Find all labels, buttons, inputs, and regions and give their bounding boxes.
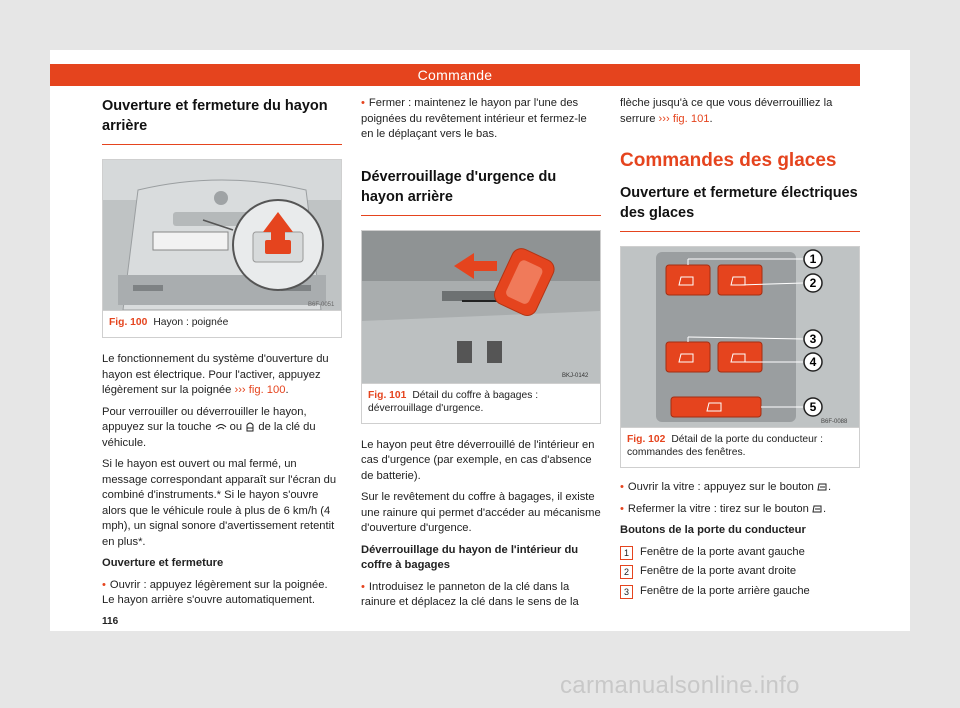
callout-3: 3: [809, 332, 817, 346]
list-item: 1 Fenêtre de la porte avant gauche: [620, 545, 860, 561]
page-number: 116: [102, 616, 119, 627]
callout-1: 1: [809, 252, 817, 266]
bullet-item: • Refermer la vitre : tirez sur le bouton .: [620, 502, 860, 518]
figure-link[interactable]: ››› fig. 101: [658, 112, 710, 125]
figure-code: B6F-0088: [821, 419, 848, 425]
figure-caption-text: Détail du coffre à bagages : déverrouillage d'urgence.: [368, 389, 539, 414]
paragraph: Sur le revêtement du coffre à bagages, il existe une rainure qui permet d'accéder au mécanisme d'ouverture d'urgence.: [361, 491, 601, 534]
section-heading-windows: Ouverture et fermeture électriques des glaces: [620, 183, 860, 232]
bullet-item: • Introduisez le panneton de la clé dans la rainure et déplacez la clé dans le sens de la: [361, 580, 601, 611]
window-switches-illustration: [621, 247, 859, 427]
bullet-item: • Ouvrir : appuyez légèrement sur la poignée. Le hayon arrière s'ouvre automatiquement.: [102, 578, 342, 609]
list-item: 3 Fenêtre de la porte arrière gauche: [620, 584, 860, 600]
figure-number: Fig. 100: [109, 317, 148, 328]
chapter-heading: Commandes des glaces: [620, 150, 837, 171]
window-open-icon: [817, 482, 828, 492]
item-number: 1: [620, 546, 633, 560]
figure-caption: [362, 383, 600, 423]
figure-code: B6F-0051: [308, 302, 335, 308]
callout-5: 5: [809, 400, 817, 414]
figure-caption-text: Détail de la porte du conducteur : commandes des fenêtres.: [627, 434, 824, 458]
emergency-release-illustration: [362, 231, 600, 383]
watermark: carmanualsonline.info: [560, 672, 800, 699]
figure-caption: [621, 427, 859, 467]
bullet-item: • Fermer : maintenez le hayon par l'une des poignées du revêtement intérieur et fermez-le en le déplaçant vers le bas.: [361, 96, 601, 143]
column-1: [102, 96, 342, 615]
lock-key-icon: [215, 423, 227, 431]
item-number: 2: [620, 565, 633, 579]
subheading: Boutons de la porte du conducteur: [620, 524, 806, 536]
figure-code: BKJ-0142: [562, 372, 589, 379]
figure-102: [620, 246, 860, 468]
section-header: Commande: [50, 64, 860, 86]
figure-number: Fig. 101: [368, 389, 407, 401]
callout-4: 4: [809, 355, 817, 369]
callout-2: 2: [809, 276, 817, 290]
paragraph: Le hayon peut être déverrouillé de l'intérieur en cas d'urgence (par exemple, en cas d'absence de batterie).: [361, 438, 595, 482]
paragraph: Pour verrouiller ou déverrouiller le hayon, appuyez sur la touche ou de la clé du véhicule.: [102, 405, 316, 449]
section-heading-hayon: Ouverture et fermeture du hayon arrière: [102, 96, 342, 145]
window-close-icon: [812, 504, 823, 514]
paragraph: Si le hayon est ouvert ou mal fermé, un message correspondant apparaît sur l'écran du combiné d'instruments.* Si le hayon s'ouvre alors que le véhicule roule à plus de 6 km/h (4 mph), un signal sonore d'avertissement retentit en plus*.: [102, 458, 337, 548]
column-2: [361, 96, 601, 617]
paragraph: flèche jusqu'à ce que vous déverrouilliez la serrure ››› fig. 101.: [620, 97, 833, 125]
tailgate-key-icon: [245, 421, 255, 433]
page-bottom-band: [50, 631, 910, 656]
figure-101: [361, 230, 601, 424]
driver-door-buttons-list: [620, 545, 860, 600]
figure-number: Fig. 102: [627, 434, 666, 445]
paragraph: Le fonctionnement du système d'ouverture du hayon est électrique. Pour l'activer, appuyez légèrement sur la poignée ››› fig. 100.: [102, 353, 329, 396]
tailgate-handle-illustration: [103, 160, 341, 310]
figure-link[interactable]: ››› fig. 100: [234, 384, 286, 396]
figure-100: [102, 159, 342, 338]
list-item: 2 Fenêtre de la porte avant droite: [620, 564, 860, 580]
section-heading-emergency: Déverrouillage d'urgence du hayon arrière: [361, 167, 601, 216]
subheading: Ouverture et fermeture: [102, 557, 224, 569]
figure-caption-text: Hayon : poignée: [153, 317, 229, 328]
item-number: 3: [620, 585, 633, 599]
bullet-item: • Ouvrir la vitre : appuyez sur le bouton .: [620, 480, 860, 496]
subheading: Déverrouillage du hayon de l'intérieur du coffre à bagages: [361, 543, 579, 571]
column-3: [620, 96, 860, 603]
figure-caption: [103, 310, 341, 337]
